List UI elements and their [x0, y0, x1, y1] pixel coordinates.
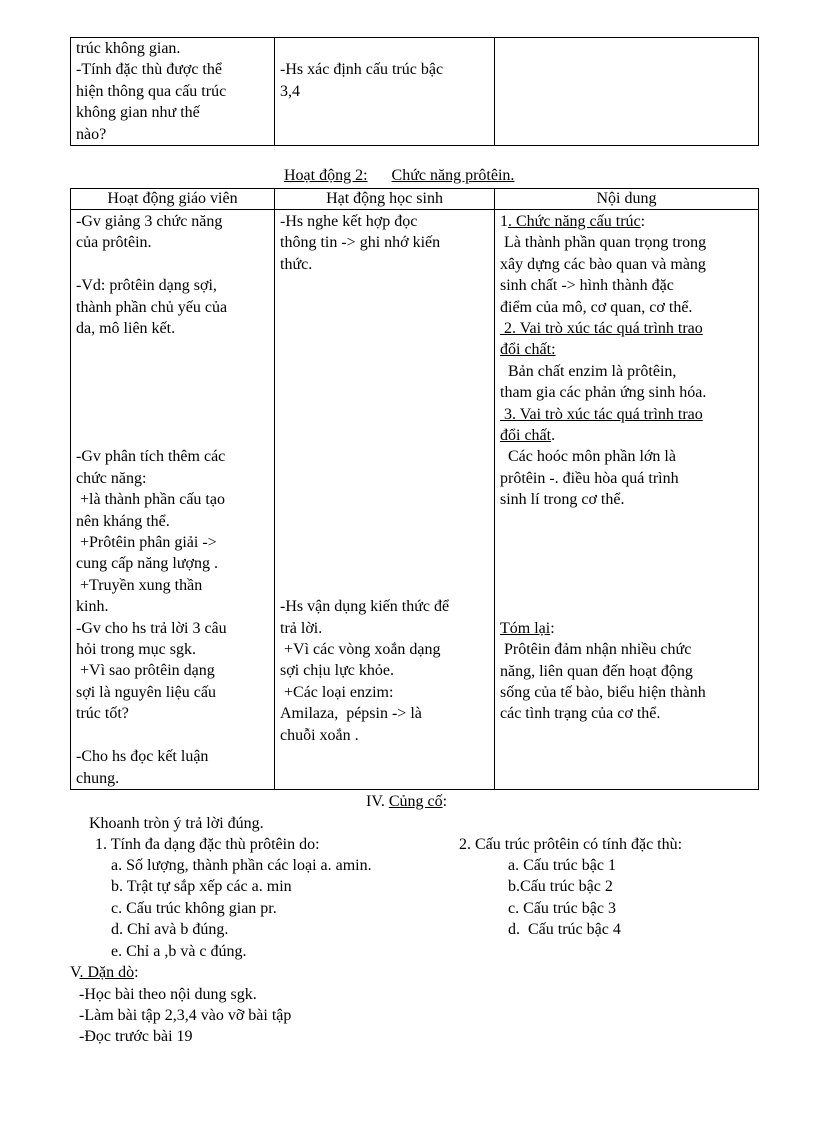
summary-colon: : [550, 619, 555, 637]
q1-option: d. Chỉ avà b đúng. [111, 921, 229, 938]
question-1: 1. Tính đa dạng đặc thù prôtêin do: [95, 836, 320, 853]
text-line [76, 725, 269, 746]
section-title: . Dặn dò [79, 964, 135, 981]
q1-option: e. Chỉ a ,b và c đúng. [111, 943, 247, 960]
text-line: -Cho hs đọc kết luận [76, 748, 209, 766]
text-line: thành phần chủ yếu của [76, 298, 228, 316]
text-line: -Hs xác định cấu trúc bậc [280, 61, 444, 79]
homework-item: -Làm bài tập 2,3,4 vào vỡ bài tập [79, 1007, 292, 1024]
homework-item: -Học bài theo nội dung sgk. [79, 986, 257, 1003]
text-line: sống của tế bào, biểu hiện thành [500, 683, 706, 701]
text-line: trúc tốt? [76, 705, 129, 723]
q2-option: a. Cấu trúc bậc 1 [508, 857, 616, 874]
continuation-teacher-cell [71, 38, 275, 146]
text-line: sợi là nguyên liệu cấu [76, 683, 216, 701]
text-line: kinh. [76, 598, 109, 616]
q1-option: a. Số lượng, thành phần các loại a. amin. [111, 857, 372, 874]
header-content: Nội dung [495, 189, 759, 210]
heading-colon: : [640, 213, 646, 230]
text-line: -Hs nghe kết hợp đọc [280, 213, 418, 230]
section-5-title [70, 962, 139, 983]
summary-heading [500, 618, 753, 639]
q2-option: c. Cấu trúc bậc 3 [508, 900, 616, 917]
text-line: Prôtêin đảm nhận nhiều chức [500, 641, 692, 659]
text-line: +Prôtêin phân giải -> [76, 534, 217, 552]
text-line: chung. [76, 769, 120, 787]
text-line: sinh lí trong cơ thể. [500, 491, 625, 509]
text-line: thức. [280, 255, 313, 273]
section-colon: : [134, 964, 139, 981]
heading-text: . Chức năng cấu trúc [508, 213, 641, 230]
section-number: IV. [366, 793, 389, 810]
text-line: điểm của mô, cơ quan, cơ thể. [500, 298, 693, 316]
content-heading-2-cont: đổi chất: [500, 341, 556, 359]
text-line: năng, liên quan đến hoạt động [500, 662, 693, 680]
text-line [76, 339, 269, 446]
q2-option: d. Cấu trúc bậc 4 [508, 921, 621, 938]
continuation-student-cell [275, 38, 495, 146]
text-line: prôtêin -. điều hòa quá trình [500, 469, 679, 487]
text-line: nào? [76, 125, 107, 143]
text-line: chức năng: [76, 469, 147, 487]
activity-name: Chức năng prôtêin. [391, 167, 515, 184]
q1-option: c. Cấu trúc không gian pr. [111, 900, 277, 917]
activity-table [70, 188, 759, 790]
text-line: Các hoóc môn phần lớn là [500, 448, 676, 466]
text-line: -Hs vận dụng kiến thức để [280, 598, 450, 616]
q2-option: b.Cấu trúc bậc 2 [508, 878, 613, 895]
text-line: nên kháng thể. [76, 512, 170, 530]
text-line: tham gia các phản ứng sinh hóa. [500, 384, 707, 402]
text-line: cung cấp năng lượng . [76, 555, 218, 573]
activity-label: Hoạt động 2: [284, 167, 368, 184]
text-line: -Gv phân tích thêm các [76, 448, 226, 466]
text-line: +là thành phần cấu tạo [76, 491, 225, 509]
text-line: -Gv cho hs trả lời 3 câu [76, 619, 227, 637]
text-line: chuỗi xoắn . [280, 726, 359, 744]
text-line: trả lời. [280, 619, 323, 637]
header-teacher: Hoạt động giáo viên [71, 189, 275, 210]
text-line: da, mô liên kết. [76, 320, 176, 338]
section-4-title [366, 791, 447, 812]
text-line: +Các loại enzim: [280, 683, 394, 701]
text-line: Bản chất enzim là prôtêin, [500, 362, 677, 380]
text-line [76, 254, 269, 275]
content-heading-3-cont [500, 425, 753, 446]
section-title: Củng cố [388, 793, 443, 810]
student-cell [275, 210, 495, 790]
text-line [280, 275, 489, 596]
quiz-instruction: Khoanh tròn ý trả lời đúng. [89, 815, 264, 832]
text-line: sinh chất -> hình thành đặc [500, 277, 674, 295]
text-line: +Vì các vòng xoắn dạng [280, 641, 441, 659]
text-line [500, 511, 753, 618]
heading-text: đổi chất [500, 427, 552, 445]
continuation-content-cell [495, 38, 759, 146]
text-line: +Vì sao prôtêin dạng [76, 662, 215, 680]
content-cell [495, 210, 759, 790]
text-line: 3,4 [280, 82, 300, 100]
text-line [280, 38, 489, 59]
text-line: -Gv giảng 3 chức năng [76, 213, 223, 230]
activity-title [284, 166, 514, 186]
content-heading-1 [500, 211, 753, 232]
text-line: -Tính đặc thù được thể [76, 61, 222, 79]
homework-item: -Đọc trước bài 19 [79, 1028, 193, 1045]
heading-number: 1 [500, 213, 508, 230]
heading-period: . [551, 427, 556, 445]
text-line: xây dựng các bào quan và màng [500, 255, 706, 273]
text-line: thông tin -> ghi nhớ kiến [280, 234, 441, 252]
summary-label: Tóm lại [500, 619, 551, 637]
q1-option: b. Trật tự sắp xếp các a. min [111, 878, 292, 895]
question-2: 2. Cấu trúc prôtêin có tính đặc thù: [459, 836, 683, 853]
section-number: V [70, 964, 80, 981]
text-line: +Truyền xung thần [76, 576, 203, 594]
continuation-table [70, 37, 759, 146]
text-line: sợi chịu lực khỏe. [280, 662, 394, 680]
teacher-cell [71, 210, 275, 790]
text-line: -Vd: prôtêin dạng sợi, [76, 277, 217, 295]
text-line: Là thành phần quan trọng trong [500, 234, 707, 252]
text-line: các tình trạng của cơ thể. [500, 705, 661, 723]
text-line: hỏi trong mục sgk. [76, 641, 196, 659]
content-heading-3: 3. Vai trò xúc tác quá trình trao [500, 405, 703, 423]
text-line: của prôtêin. [76, 234, 152, 252]
text-line: Amilaza, pépsin -> là [280, 705, 422, 723]
header-student: Hạt động học sinh [275, 189, 495, 210]
content-heading-2: 2. Vai trò xúc tác quá trình trao [500, 320, 703, 338]
text-line: không gian như thế [76, 104, 200, 122]
text-line: trúc không gian. [76, 40, 181, 57]
text-line: hiện thông qua cấu trúc [76, 82, 227, 100]
section-colon: : [442, 793, 448, 810]
